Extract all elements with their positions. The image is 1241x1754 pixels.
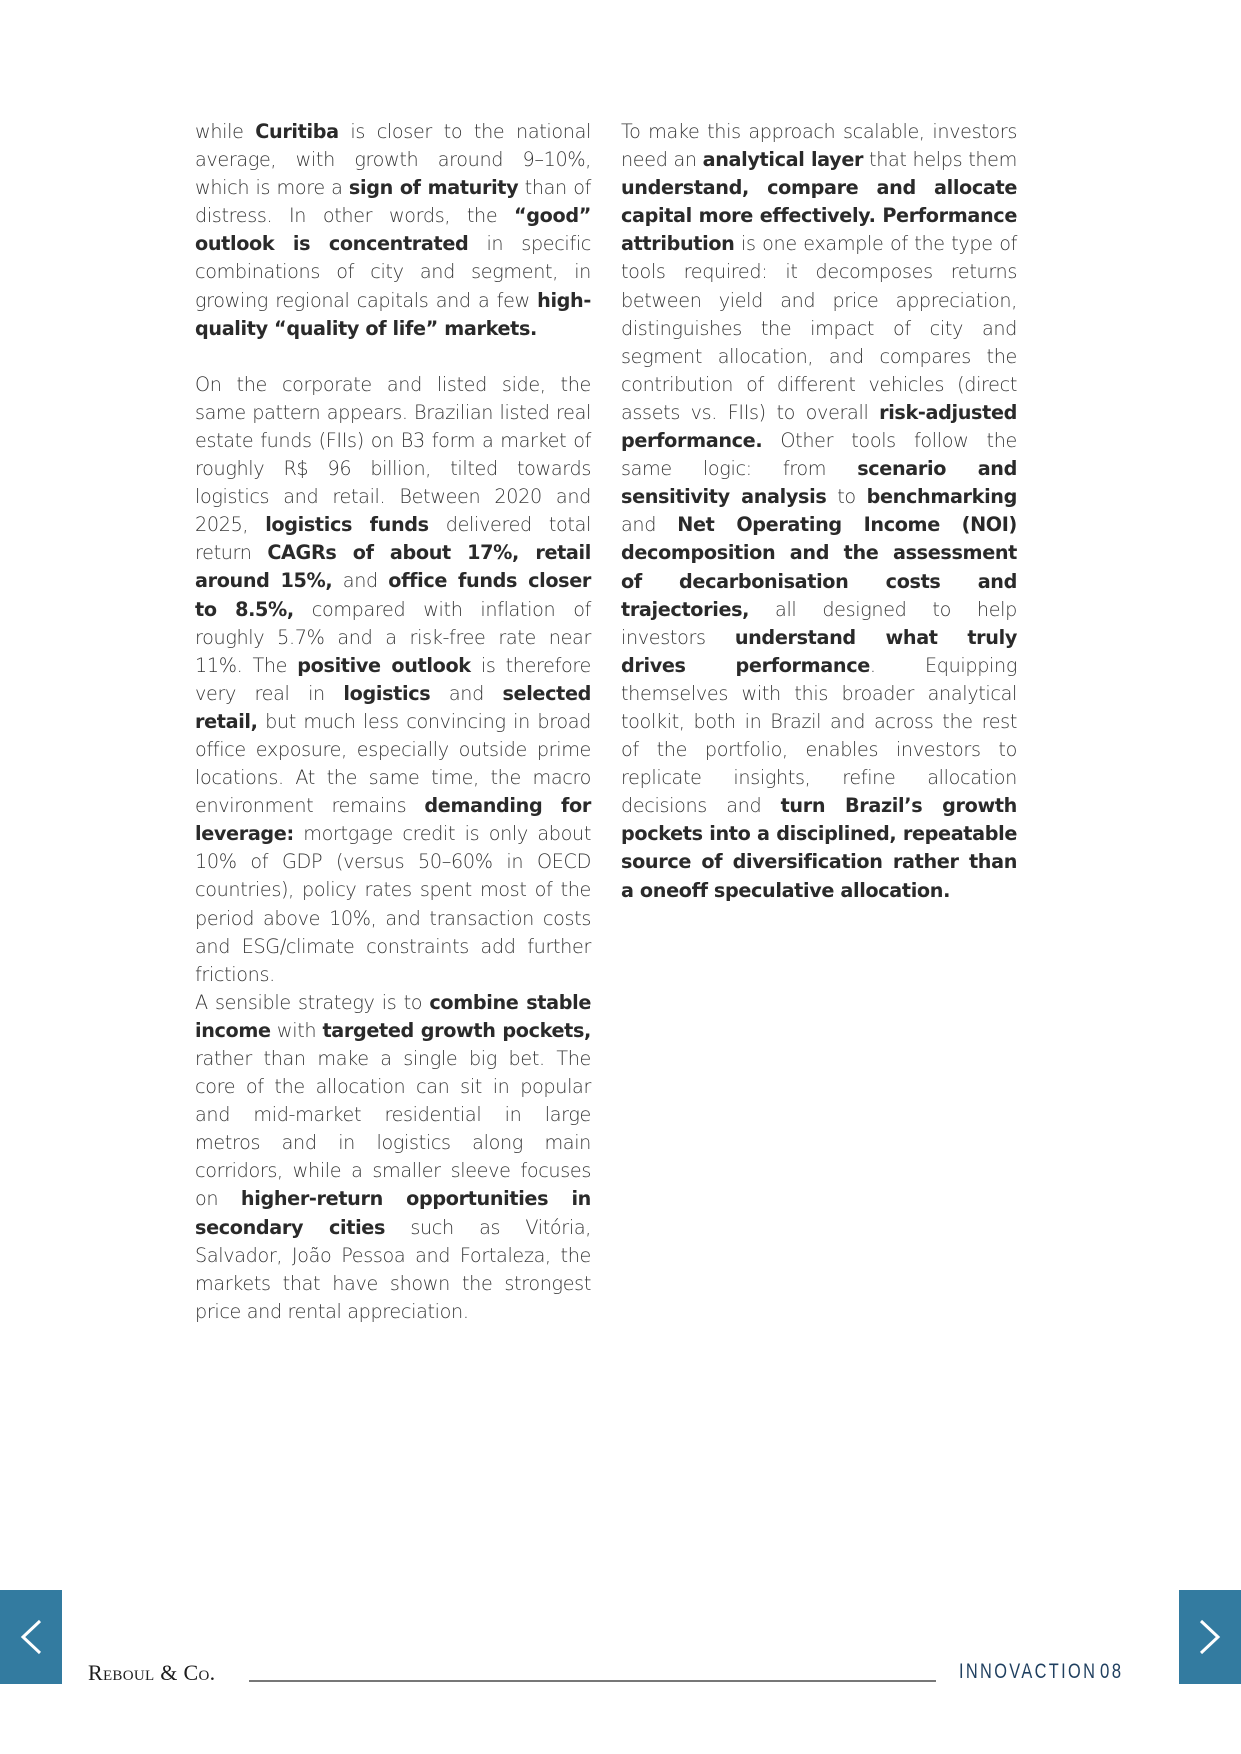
text-run: to xyxy=(826,485,867,509)
page-number: 08 xyxy=(1100,1660,1124,1683)
bold-text-run: office funds closer to 8.5%, xyxy=(195,569,592,621)
text-run: delivered total return xyxy=(195,513,591,565)
bold-text-run: understand, compare and allocate capital more effectively. Performance attribution xyxy=(621,176,1017,256)
bold-text-run: “good” outlook is concentrated xyxy=(195,204,591,256)
bold-text-run: CAGRs of about 17%, retail around 15%, xyxy=(195,541,591,593)
bold-text-run: high-quality “quality of life” markets. xyxy=(195,288,591,340)
text-run: . Equipping themselves with this broader analytical toolkit, both in Brazil and across the rest of the portfolio, enables investors to replicate insights, refine allocation decisions and xyxy=(621,653,1017,818)
chevron-right-icon xyxy=(1197,1617,1223,1657)
bold-text-run: selected retail, xyxy=(195,681,591,733)
bold-text-run: demanding for leverage: xyxy=(195,794,592,846)
text-run: such as Vitória, Salvador, João Pessoa and Fortaleza, the markets that have shown the strongest price and rental appreciation. xyxy=(195,1215,591,1323)
text-run: mortgage credit is only about 10% of GDP (versus 50–60% in OECD countries), policy rates spent most of the period above 10%, and transaction costs and ESG/climate constraints add further frictions. xyxy=(195,822,591,986)
text-run: in specific combinations of city and segment, in growing regional capitals and a few xyxy=(195,232,591,312)
bold-text-run: benchmarking xyxy=(866,485,1018,509)
text-run: A sensible strategy is to xyxy=(195,990,430,1014)
text-run: than of distress. In other words, the xyxy=(195,176,591,228)
bold-text-run: analytical layer xyxy=(702,148,864,172)
paragraph xyxy=(195,118,591,343)
text-run: all designed to help investors xyxy=(621,597,1017,649)
text-run: that helps them xyxy=(863,148,1017,172)
text-run: To make this approach scalable, investors need an xyxy=(621,120,1017,172)
next-page-button[interactable] xyxy=(1179,1590,1241,1684)
bold-text-run: logistics xyxy=(343,681,431,705)
text-run: and xyxy=(621,513,678,537)
text-run: is one example of the type of tools required: it decomposes returns between yield and price appreciation, distinguishes the impact of city and segment allocation, and compares the contribution of different vehicles (direct assets vs. FIIs) to overall xyxy=(621,232,1017,424)
text-run: while xyxy=(195,120,256,143)
paragraph xyxy=(621,118,1017,905)
text-run: is therefore very real in xyxy=(195,653,591,705)
left-column xyxy=(195,118,591,1326)
magazine-title: INNOVACTION xyxy=(959,1660,1098,1683)
bold-text-run: risk-adjusted performance. xyxy=(621,400,1017,453)
right-column xyxy=(621,118,1017,905)
previous-page-button[interactable] xyxy=(0,1590,62,1684)
bold-text-run: combine stable income xyxy=(195,990,591,1042)
text-run: compared with inflation of roughly 5.7% and a risk-free rate near 11%. The xyxy=(195,597,591,677)
bold-text-run: understand what truly drives performance xyxy=(621,625,1017,677)
bold-text-run: sign of maturity xyxy=(348,176,519,200)
text-run: rather than make a single big bet. The core of the allocation can sit in popular and mid-market residential in large metros and in logistics along main corridors, while a smaller sleeve focuses on xyxy=(195,1047,591,1211)
paragraph xyxy=(195,989,591,1326)
text-run: with xyxy=(270,1018,323,1042)
bold-text-run: logistics funds xyxy=(265,513,429,537)
paragraph xyxy=(195,371,591,989)
bold-text-run: Net Operating Income (NOI) decomposition and the assessment of decarbonisation costs and trajectories, xyxy=(621,513,1017,621)
text-run: Other tools follow the same logic: from xyxy=(621,429,1017,481)
bold-text-run: targeted growth pockets, xyxy=(322,1018,591,1042)
text-run: On the corporate and listed side, the same pattern appears. Brazilian listed real estate funds (FIIs) on B3 form a market of roughly R$ 96 billion, tilted towards logistics and retail. Between 2020 and 2025, xyxy=(195,372,591,537)
text-run: but much less convincing in broad office exposure, especially outside prime locations. At the same time, the macro environment remains xyxy=(195,709,591,818)
bold-text-run: scenario and sensitivity analysis xyxy=(621,457,1017,509)
text-run: and xyxy=(430,681,503,705)
brand-logo: Reboul & Co. xyxy=(88,1660,216,1685)
text-run: is closer to the national average, with growth around 9–10%, which is more a xyxy=(195,120,592,200)
bold-text-run: turn Brazil’s growth pockets into a disciplined, repeatable source of diversification rather than a oneoff speculative allocation. xyxy=(621,794,1017,902)
bold-text-run: Curitiba xyxy=(255,120,339,143)
bold-text-run: positive outlook xyxy=(297,653,471,677)
chevron-left-icon xyxy=(18,1617,44,1657)
bold-text-run: higher-return opportunities in secondary cities xyxy=(195,1187,591,1239)
text-run: and xyxy=(332,569,389,593)
footer-divider xyxy=(249,1680,936,1682)
